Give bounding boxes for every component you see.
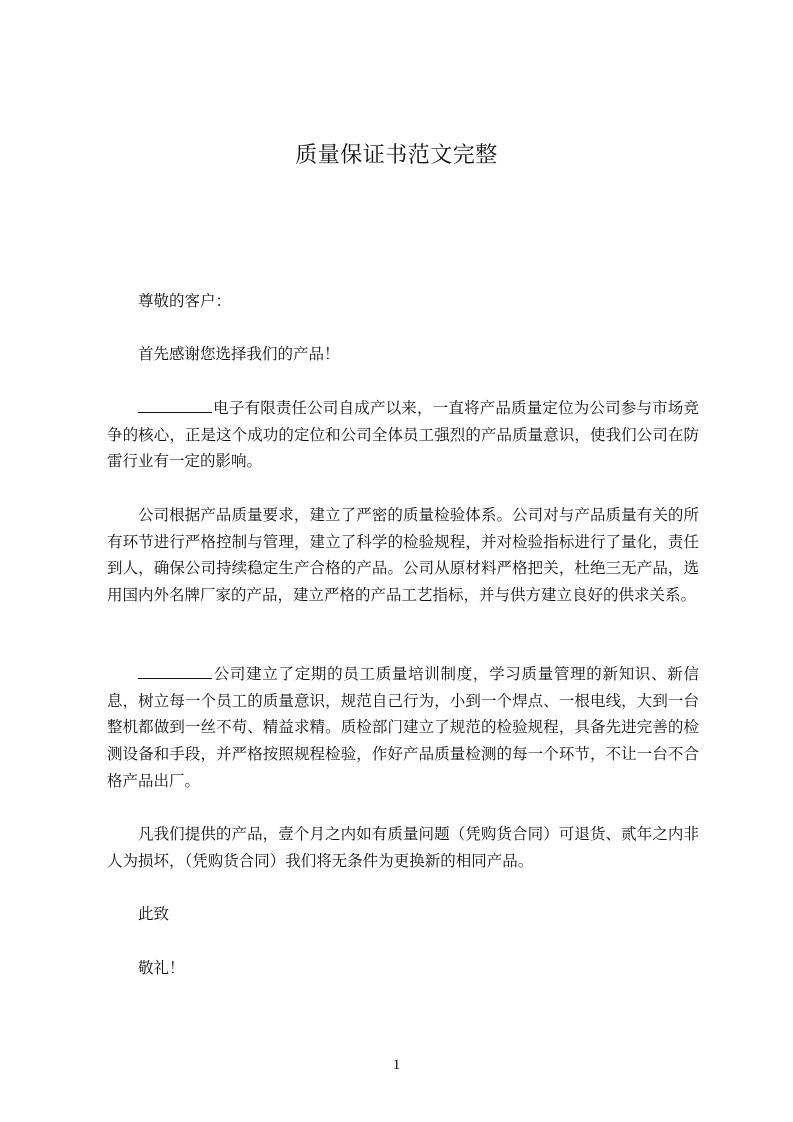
company-intro-paragraph [107, 395, 699, 475]
training-paragraph [107, 661, 699, 795]
inspection-system-paragraph: 公司根据产品质量要求，建立了严密的质量检验体系。公司对与产品质量有关的所有环节进行严格控制与管理，建立了科学的检验规程，并对检验指标进行了量化，责任到人，确保公司持续稳定生产合格的产品。公司从原材料严格把关，杜绝三无产品，选用国内外名牌厂家的产品，建立严格的产品工艺指标，并与供方建立良好的供求关系。 [107, 506, 699, 605]
salutation: 尊敬的客户： [138, 292, 232, 310]
closing-regards: 此致 [138, 905, 170, 923]
document-title: 质量保证书范文完整 [295, 143, 498, 168]
company-name-blank [138, 398, 212, 413]
training-text: 公司建立了定期的员工质量培训制度，学习质量管理的新知识、新信息，树立每一个员工的质量意识，规范自己行为，小到一个焊点、一根电线，大到一台整机都做到一丝不苟、精益求精。质检部门建立了规范的检验规程，具备先进完善的检测设备和手段，并严格按照规程检验，作好产品质量检测的每一个环节，不让一台不合格产品出厂。 [107, 665, 699, 790]
company-intro-text: 电子有限责任公司自成产以来，一直将产品质量定位为公司参与市场竞争的核心，正是这个成功的定位和公司全体员工强烈的产品质量意识，使我们公司在防雷行业有一定的影响。 [107, 399, 699, 471]
company-name-blank-2 [138, 664, 212, 679]
closing-salute: 敬礼！ [138, 959, 185, 977]
thanks-paragraph: 首先感谢您选择我们的产品！ [138, 345, 340, 363]
warranty-paragraph: 凡我们提供的产品，壹个月之内如有质量问题（凭购货合同）可退货、贰年之内非人为损坏，（凭购货合同）我们将无条件为更换新的相同产品。 [107, 825, 699, 870]
page-number: 1 [392, 1057, 401, 1073]
